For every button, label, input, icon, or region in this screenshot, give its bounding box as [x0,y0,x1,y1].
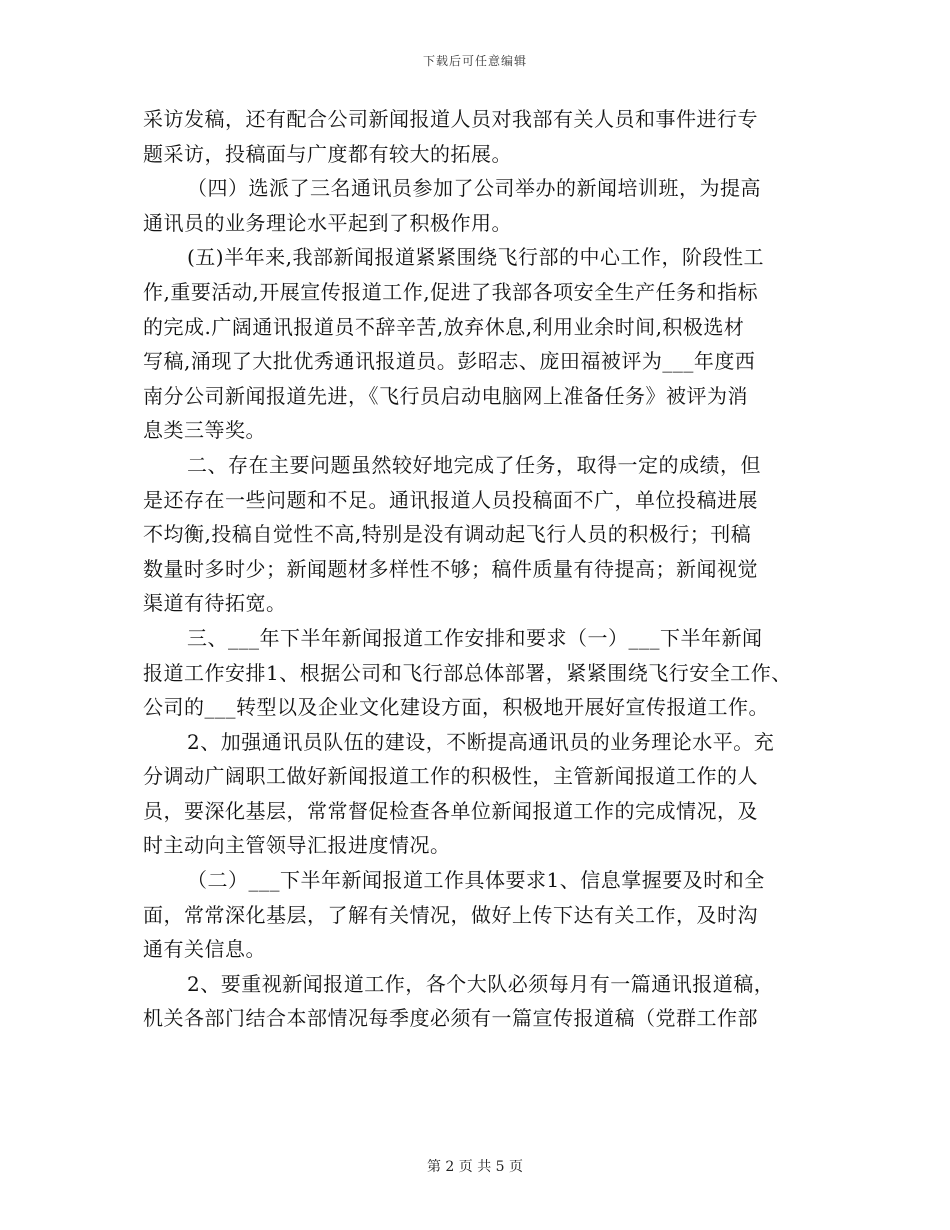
text-line: 面，常常深化基层，了解有关情况，做好上传下达有关工作，及时沟 [143,902,758,927]
text-line: 题采访，投稿面与广度都有较大的拓展。 [143,141,512,166]
text-line: 通讯员的业务理论水平起到了积极作用。 [143,210,512,235]
text-line: 息类三等奖。 [143,418,266,443]
text-line: 分调动广阔职工做好新闻报道工作的积极性，主管新闻报道工作的人 [143,764,758,789]
text-line: 是还存在一些问题和不足。通讯报道人员投稿面不广，单位投稿进展 [143,487,758,512]
text-line: 2、加强通讯员队伍的建设，不断提高通讯员的业务理论水平。充 [187,729,775,754]
text-line: 员，要深化基层，常常督促检查各单位新闻报道工作的完成情况，及 [143,798,758,823]
page-number: 第 2 页 共 5 页 [426,1159,524,1175]
text-line: （四）选派了三名通讯员参加了公司举办的新闻培训班，为提高 [187,176,761,201]
text-line: (五)半年来,我部新闻报道紧紧围绕飞行部的中心工作，阶段性工 [187,245,764,270]
text-line: 写稿,涌现了大批优秀通讯报道员。彭昭志、庞田福被评为___年度西 [143,349,756,374]
document-body [143,102,811,1036]
text-line: 作,重要活动,开展宣传报道工作,促进了我部各项安全生产任务和指标 [143,279,759,304]
text-line: 渠道有待拓宽。 [143,591,287,616]
text-line: 的完成.广阔通讯报道员不辞辛苦,放弃休息,利用业余时间,积极选材 [143,314,745,339]
text-line: 公司的___转型以及企业文化建设方面，积极地开展好宣传报道工作。 [143,695,769,720]
text-line: 时主动向主管领导汇报进度情况。 [143,833,451,858]
text-line: 南分公司新闻报道先进，《飞行员启动电脑网上准备任务》被评为消 [143,383,748,408]
text-line: 报道工作安排1、根据公司和飞行部总体部署，紧紧围绕飞行安全工作、 [143,660,792,685]
text-line: 三、___年下半年新闻报道工作安排和要求（一）___下半年新闻 [187,625,763,650]
text-line: （二）___下半年新闻报道工作具体要求1、信息掌握要及时和全 [187,868,765,893]
text-line: 机关各部门结合本部情况每季度必须有一篇宣传报道稿（党群工作部 [143,1006,758,1031]
page-header-note: 下载后可任意编辑 [422,54,527,68]
text-line: 通有关信息。 [143,937,266,962]
text-line: 不均衡,投稿自觉性不高,特别是没有调动起飞行人员的积极行；刊稿 [143,522,752,547]
text-line: 采访发稿，还有配合公司新闻报道人员对我部有关人员和事件进行专 [143,107,758,131]
text-line: 二、存在主要问题虽然较好地完成了任务，取得一定的成绩，但 [187,452,761,477]
text-line: 数量时多时少；新闻题材多样性不够；稿件质量有待提高；新闻视觉 [143,556,758,581]
text-line: 2、要重视新闻报道工作，各个大队必须每月有一篇通讯报道稿， [187,971,775,996]
